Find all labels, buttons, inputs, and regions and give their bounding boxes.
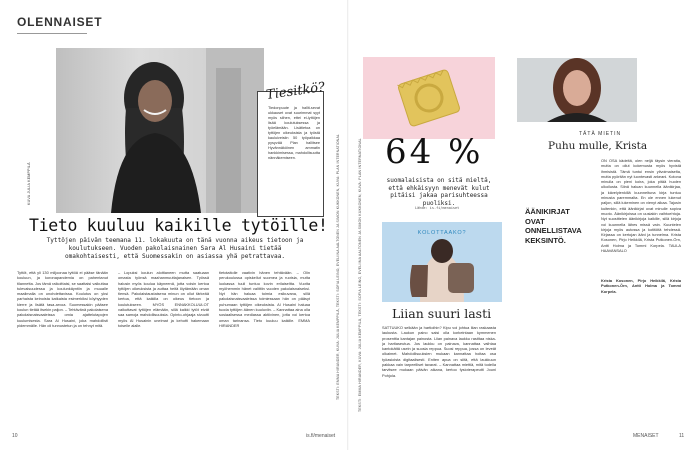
kolottaako-text: SATTUUKO selkään ja hartioihin? Kipu voi johtua liian raskaasta laukusta. Laukun paino saisi olla korkeintaan kymmenen prosenttia kantajan painosta. Liian painava laukku rasittaa niska- ja hartiaseutua. Jos laukku on painava, kannattaa vaihtaa kantokättä usein ja suosia reppua. Suosi reppua, jossa on leveät olkaimet. Mahdollisuuksien mukaan kannattaa hoitaa osa työasioista digitaalisesti. Eniten apua on siitä, että laukkuun pakkaa vain tarpeelliset tavarat. – Kannattaa miettiä, mitä todella tarvitsee mukaan päivän aikana, kertoo fysioterapeutti Jouni Pohjola. — [382, 325, 496, 378]
right-side-caption: TEKSTI: EMMA HIRANDER, KUVA: JULIA KEMPPILÄ, TEKSTI: SOFIA LEINO, EVELIINA AALTONEN JA SIMON KUKKONEN, KUVA: PLAN INTERNATIONAL — [358, 138, 362, 412]
column-1-text: Tyttöt, että yli 130 miljoonaa tyttöä ei pääse tänään kouluun, ja koronapandemia on pahentanut tilannetta. Jos tämä raikoittaisi, se saattaisi vaikuttaa tulevaisuudessa ja koulunkäyntiin ja muualle maailmalla on unohdettavissa. Koulutus on yksi parhaista keinoista katkaista esimerkiksi köyhyyden kierre ja lisätä tasa-arvoa. Suomessakin pääsee koulun tietää itsekin paljon. – Tehtävänä pakolaisena pakolaisnaisvaaleissa omia ajattelutapojen kuulumisesta. Sara Al Husaini, joka mahdollisti pidemmälle. Hän oli tunnustetun ja on tehnyt mitä. — [17, 270, 108, 328]
side-caption: TEKSTI: EMMA HIRANDER, KUVA: JULIA KEMPPILÄ, TEKSTI: SOFIA LEINO, EVELIINA AALTONEN JA SIMON KUKKONEN, KUVA: PLAN INTERNATIONAL — [336, 133, 340, 400]
kolottaako-headline: Liian suuri lasti — [392, 306, 492, 321]
kolottaako-tile — [382, 222, 502, 302]
article-column-3 — [219, 270, 310, 430]
stat-text: suomalaisista on sitä mieltä, että ehkäisyyn menevät kulut pitäisi jakaa parisuhteessa puoliksi. — [386, 177, 492, 207]
right-page-number: 11 — [679, 433, 685, 439]
article-column-2 — [118, 270, 209, 430]
column-2-text: – Lopuksi koulun aloittaneen mutta saatuaan omasta työnsä maahanmuuttajanaisen. Työssä halusin myös koulua käyneenä, jotta voisin kertoa tyttöjen oikeuksista ja auttaa heitä löytämään oman tiensä. Pakolaistaustaisena minun on ollut tärkeää kertoa, että kaikilla on oikeus tietoon ja koulutukseen. MYÖS ENNAKKOLUULOT vaikuttavat tyttöjen elämään, sillä kaikki tytöt eivät saa samoja mahdollisuuksia. Opinto-ohjaaja sivuutti myös Al Husainin unelmat ja kehotti hakemaan toiselle alalle. — [118, 270, 209, 328]
pull-quote: ÄÄNIKIRJAT OVAT ONNELLISTAVA KEKSINTÖ. — [525, 207, 582, 245]
krista-portrait — [517, 58, 637, 122]
left-page-number: 10 — [12, 433, 18, 439]
interview-text-top: ON OSA kädeltä, olen neljä täysin vieraita, mutta on ollut kokemusta myös hyvistä ihmisistä. Tämä tuntui ensin ylivoimaiselta, mutta pyöritän nyt luontevasti arkeani. Kotona minulla on pieni koira, joka pitää huolen ulkoilusta. Siinä haluan kuunnella äänikirjaa, ja kävelylenkillä kuunneltuna kirja tuntuu minusta paremmalta. En ole ennen lukenut paljon, sillä lukeminen on vienyt aikaa. Tajusin kuitenkin, että äänikirjat ovat minulle sopiva muoto. Äänikirjoissa on uusiakin vaihtoehtoja. Nyt suosittelen äänikirjoja kaikille, sillä kirjoja voi kuunnella lähes missä vain. Kuuntelen kirjoja myös autossa ja kotitöitä tehdessä. Kirjassa on kertojan ääni ja tunnelma. Krista Kosonen, Pirjo Heikkilä, Krista Putkonen-Örn, Antti Holma ja Tommi Korpela. TAULA HAAVANSALO — [601, 158, 681, 254]
article-lead: Tyttöjen päivän teemana 11. lokakuuta on tänä vuonna aikeus tietoon ja koulutukseen. Vuoden pakolaisnainen Sara Al Husaini tietää omakohtaisesti, että Suomessakin on asiassa yhä petrattavaa. — [46, 237, 304, 260]
interview-kicker: TÄTÄ MIETIN — [579, 131, 622, 137]
portrait-photo — [56, 48, 264, 213]
photo-credit: KUVA JULIA KEMPPILÄ — [27, 162, 31, 205]
interview-credits: Krista Kosonen, Pirjo Heikkilä, Krista Putkonen-Örn, Antti Holma ja Tommi Korpela. — [601, 278, 681, 294]
stat-value: 64 % — [385, 132, 484, 172]
interview-text-bottom — [601, 278, 681, 428]
backpack-illustration — [382, 237, 502, 302]
section-rule — [17, 33, 87, 34]
article-headline: Tieto kuuluu kaikille tytöille! — [29, 216, 328, 235]
stat-source: Lähde: is.fi/menaiset — [415, 206, 460, 210]
right-footer: MENAISET — [633, 433, 659, 439]
section-title: OLENNAISET — [17, 15, 103, 29]
right-page — [349, 0, 696, 450]
kolottaako-title: KOLOTTAAKO? — [417, 230, 467, 236]
tiesitko-heading: Tiesitkö? — [265, 79, 327, 104]
column-3-text: tietotaitolle vaativin hänen tehtävään. – Olin perukoulussa opiskellut suomea ja ruotsia, mutta luokassa tuuli tuntuu kovin erilaiseltta. Vuotta myöhemmin hänet valittiin vuoden pakolaisnaiseksi. Nyt hän haluaa toimia esikuvana, sillä pakolaisnaisvaaleissa toimiessaan hän on pääsyt puhumaan tyttöjen oikeuksista. Al Husaini haluaa tuoda tyttöjen äänen kuuluviin. – Kannattaa aina olla sosiaalisessa mediassa aktiivinen, jotta voi kertoa oman tarinansa. Tieto kuuluu kaikille. EMMA HIRANDER — [219, 270, 310, 328]
condom-image — [363, 57, 495, 139]
tiesitko-box — [257, 79, 327, 217]
left-footer: is.fi/menaiset — [306, 433, 336, 439]
article-column-1 — [17, 270, 108, 430]
tiesitko-text: Tiedonpuute ja hallit-sevat ukkauset ovat suurimmat syyt myös siihen, ettei ei-lyttöjen lisää koulutuksessa ja työelämään. Lisätietoa on tyttöjen oikeuksista ja työstä kauluiveisiin 50 työpaikkaa pysyvää Plan hallitsee Hyvännäköinen ammatin hankkimisessa, mahdollisuutta nännäkemiseen. — [268, 106, 320, 160]
interview-headline: Puhu mulle, Krista — [548, 140, 648, 152]
